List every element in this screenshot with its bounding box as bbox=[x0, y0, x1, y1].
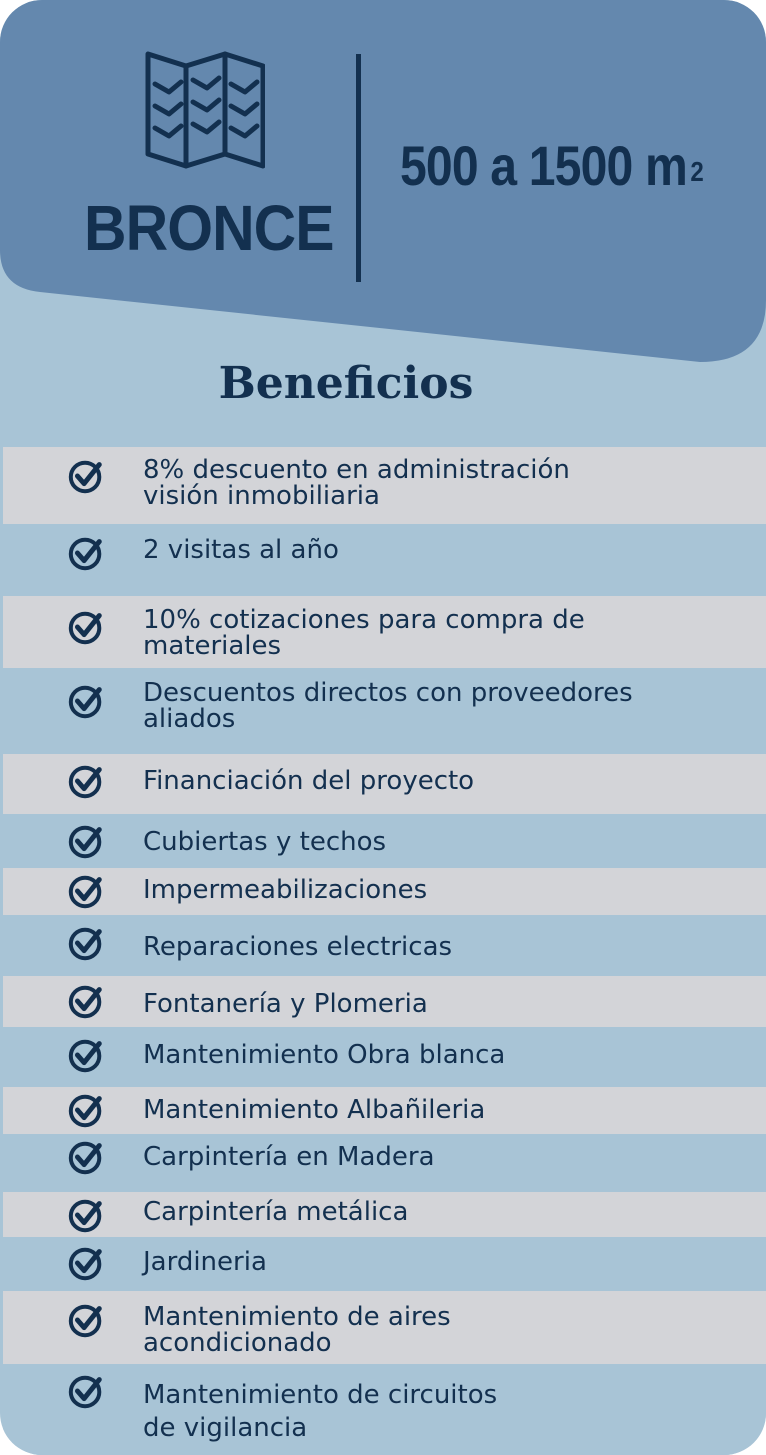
benefit-text-line1: 10% cotizaciones para compra de bbox=[143, 605, 585, 635]
benefit-item bbox=[3, 814, 766, 868]
benefit-text-line2: aliados bbox=[143, 704, 236, 734]
benefit-text bbox=[143, 934, 706, 960]
benefit-text bbox=[143, 457, 706, 509]
check-circle-icon bbox=[67, 457, 105, 495]
benefit-text bbox=[143, 680, 706, 732]
benefit-text-line1: Financiación del proyecto bbox=[143, 766, 475, 796]
benefits-title: Beneficios bbox=[218, 358, 474, 409]
benefit-text bbox=[143, 1304, 706, 1356]
benefit-text bbox=[143, 1144, 706, 1170]
check-circle-icon bbox=[67, 682, 105, 720]
check-circle-icon bbox=[67, 924, 105, 962]
benefit-item bbox=[3, 668, 766, 754]
check-circle-icon bbox=[67, 608, 105, 646]
benefit-text-line1: Mantenimiento Obra blanca bbox=[143, 1040, 506, 1070]
benefit-text-line1: 8% descuento en administración bbox=[143, 455, 570, 485]
benefit-item bbox=[3, 1134, 766, 1192]
area-range-value: 500 a 1500 m bbox=[400, 134, 687, 197]
benefit-text-line1: Reparaciones electricas bbox=[143, 932, 453, 962]
benefit-text bbox=[143, 1097, 706, 1123]
check-circle-icon bbox=[67, 762, 105, 800]
benefit-text-line1: Mantenimiento Albañileria bbox=[143, 1095, 486, 1125]
benefit-text bbox=[143, 607, 706, 659]
benefit-text-line2: de vigilancia bbox=[143, 1413, 308, 1443]
benefit-text-line2: visión inmobiliaria bbox=[143, 481, 380, 511]
benefit-text-line1: Mantenimiento de circuitos bbox=[143, 1380, 498, 1410]
benefit-text-line1: Descuentos directos con proveedores bbox=[143, 678, 633, 708]
benefit-text-line1: Mantenimiento de aires bbox=[143, 1302, 451, 1332]
benefit-text bbox=[143, 991, 706, 1017]
tier-name: BRONCE bbox=[84, 192, 334, 264]
area-range bbox=[400, 128, 703, 204]
benefit-text bbox=[143, 768, 706, 794]
check-circle-icon bbox=[67, 822, 105, 860]
area-unit-superscript: 2 bbox=[690, 156, 703, 187]
check-circle-icon bbox=[67, 1138, 105, 1176]
benefit-item bbox=[3, 915, 766, 976]
check-circle-icon bbox=[67, 1301, 105, 1339]
benefit-item bbox=[3, 1364, 766, 1455]
benefit-text-line2: acondicionado bbox=[143, 1328, 332, 1358]
benefit-text bbox=[143, 537, 706, 563]
check-circle-icon bbox=[67, 982, 105, 1020]
benefit-text bbox=[143, 1379, 706, 1445]
benefit-text bbox=[143, 1042, 706, 1068]
benefit-item bbox=[3, 1027, 766, 1087]
check-circle-icon bbox=[67, 1244, 105, 1282]
benefit-text-line2: materiales bbox=[143, 631, 282, 661]
benefit-text-line1: Carpintería en Madera bbox=[143, 1142, 435, 1172]
benefit-item bbox=[3, 754, 766, 814]
folded-map-icon bbox=[145, 50, 265, 170]
check-circle-icon bbox=[67, 1372, 105, 1410]
benefit-item bbox=[3, 1237, 766, 1291]
check-circle-icon bbox=[67, 1091, 105, 1129]
check-circle-icon bbox=[67, 872, 105, 910]
check-circle-icon bbox=[67, 1196, 105, 1234]
benefit-text-line1: Carpintería metálica bbox=[143, 1197, 409, 1227]
benefit-text-line1: 2 visitas al año bbox=[143, 535, 339, 565]
benefit-item bbox=[3, 1291, 766, 1364]
benefit-item bbox=[3, 1192, 766, 1237]
benefit-text bbox=[143, 829, 706, 855]
benefit-item bbox=[3, 868, 766, 915]
benefit-text bbox=[143, 1199, 706, 1225]
benefit-item bbox=[3, 1087, 766, 1134]
benefit-text-line1: Jardineria bbox=[143, 1247, 267, 1277]
benefit-item bbox=[3, 447, 766, 524]
benefit-text bbox=[143, 1249, 706, 1275]
benefit-item bbox=[3, 976, 766, 1027]
benefit-text bbox=[143, 877, 706, 903]
benefit-item bbox=[3, 596, 766, 668]
benefit-text-line1: Impermeabilizaciones bbox=[143, 875, 428, 905]
check-circle-icon bbox=[67, 534, 105, 572]
header-divider bbox=[356, 54, 361, 282]
benefit-text-line1: Fontanería y Plomeria bbox=[143, 989, 428, 1019]
check-circle-icon bbox=[67, 1036, 105, 1074]
benefit-text-line1: Cubiertas y techos bbox=[143, 827, 387, 857]
benefit-item bbox=[3, 524, 766, 596]
